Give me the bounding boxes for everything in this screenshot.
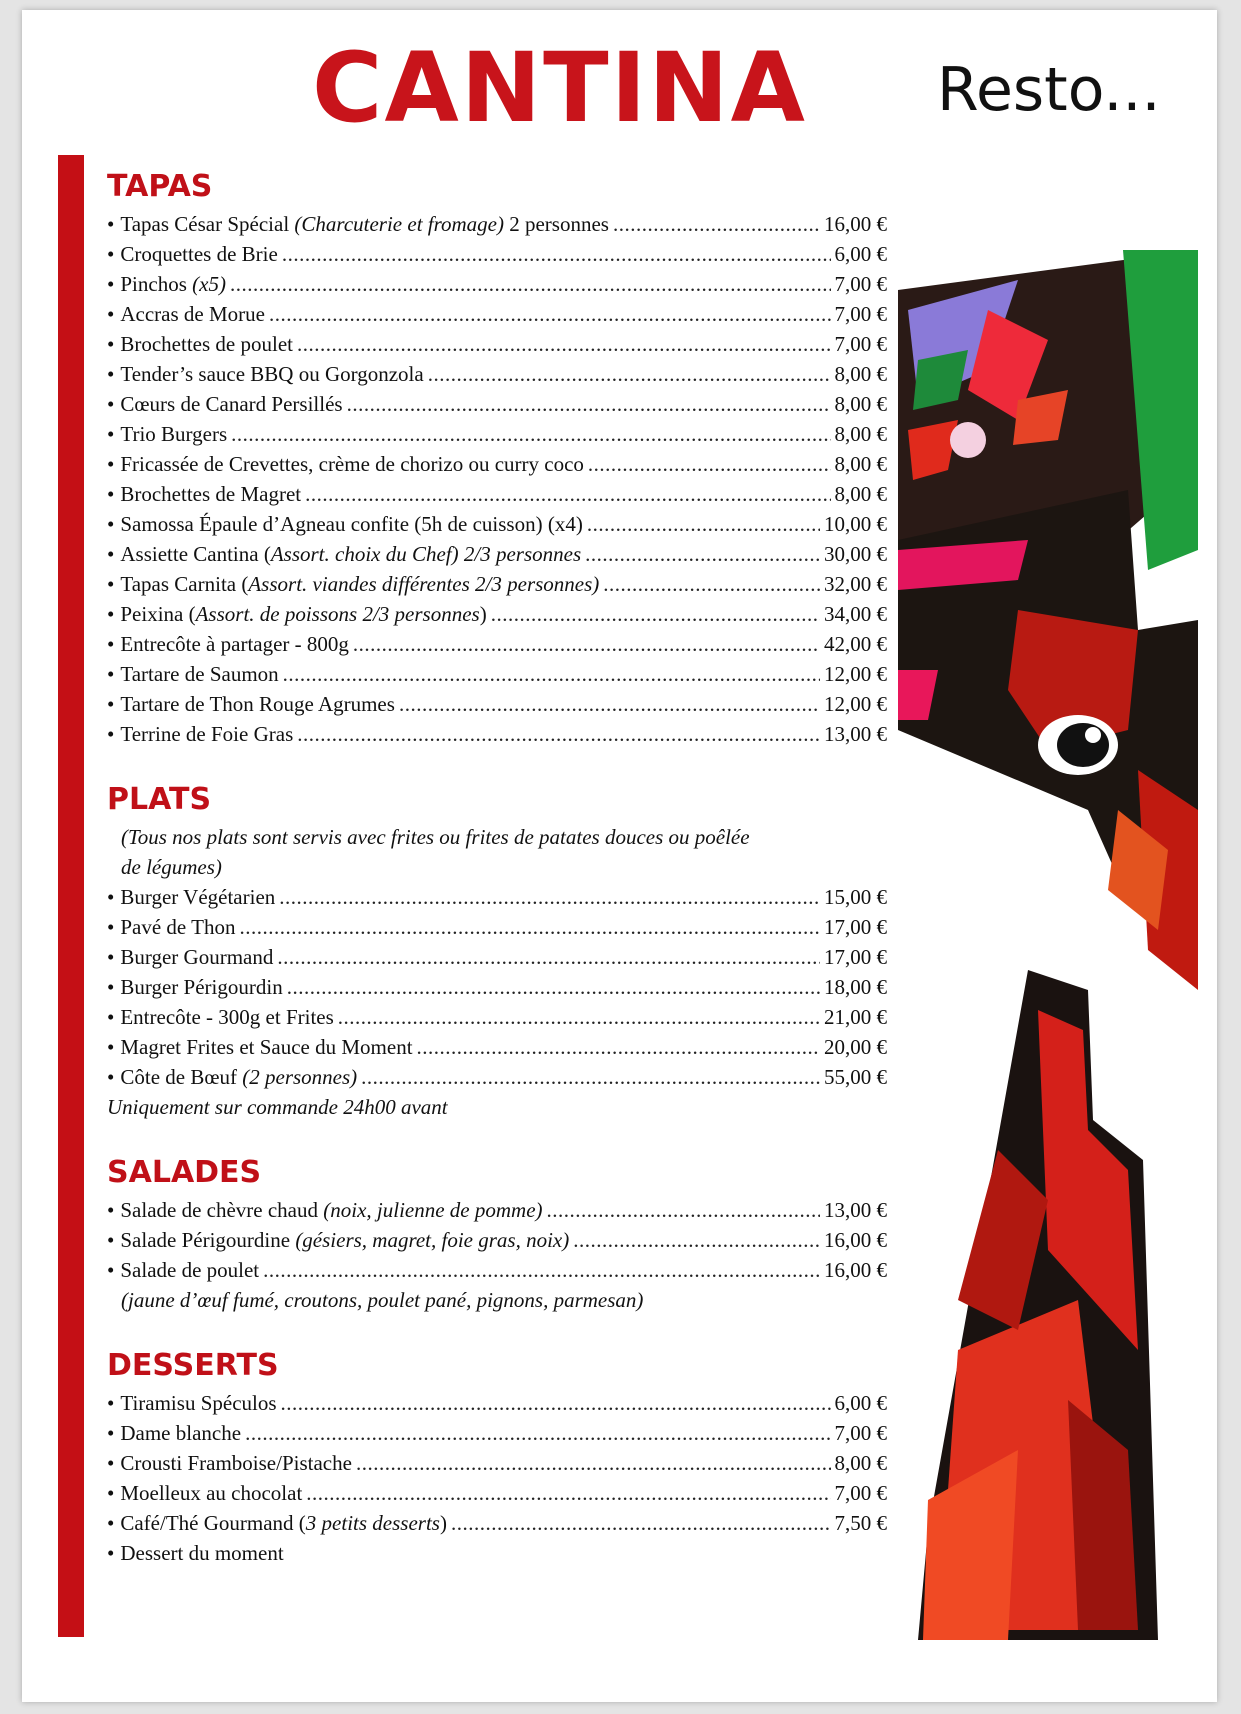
bullet-icon: •	[107, 1198, 115, 1222]
menu-item-name	[120, 1255, 259, 1285]
menu-item	[107, 389, 887, 419]
menu-item-name	[120, 1032, 412, 1062]
menu-item	[107, 419, 887, 449]
bullet-icon: •	[107, 572, 115, 596]
bullet-icon: •	[107, 1065, 115, 1089]
menu-item-name-text: Tartare de Saumon	[120, 662, 279, 686]
menu-item-detail: Assort. choix du Chef) 2/3 personnes	[270, 542, 582, 566]
menu-item-name-text: Trio Burgers	[120, 422, 228, 446]
section-note: (jaune d’œuf fumé, croutons, poulet pané, pignons, parmesan)	[121, 1288, 644, 1312]
menu-item	[107, 599, 887, 629]
menu-item-name-text: Peixina (	[120, 602, 196, 626]
dot-leader	[297, 719, 820, 749]
menu-item-name	[120, 449, 584, 479]
section-tapas	[107, 170, 887, 749]
menu-item-name-text: Pavé de Thon	[120, 915, 236, 939]
menu-item	[107, 1448, 887, 1478]
menu-item-name-text: Burger Gourmand	[120, 945, 274, 969]
menu-item-name-text: Assiette Cantina (	[120, 542, 271, 566]
menu-item	[107, 1418, 887, 1448]
menu-item-price: 42,00 €	[824, 632, 887, 656]
bullet-icon: •	[107, 692, 115, 716]
menu-item-price: 13,00 €	[824, 1198, 887, 1222]
menu-item-name	[120, 389, 342, 419]
bullet-icon: •	[107, 662, 115, 686]
bullet-icon: •	[107, 242, 115, 266]
menu-item-name-text: Crousti Framboise/Pistache	[120, 1451, 352, 1475]
bullet-icon: •	[107, 1258, 115, 1282]
menu-item-price: 30,00 €	[824, 542, 887, 566]
menu-item-price: 8,00 €	[834, 392, 887, 416]
menu-item	[107, 1002, 887, 1032]
dot-leader	[297, 329, 831, 359]
menu-item-name	[120, 299, 265, 329]
dot-leader	[281, 1388, 831, 1418]
bullet-icon: •	[107, 1511, 115, 1535]
menu-item-name-text: Brochettes de poulet	[120, 332, 293, 356]
menu-item-detail: Assort. de poissons 2/3 personnes	[195, 602, 480, 626]
dot-leader	[263, 1255, 820, 1285]
menu-item-suffix: )	[479, 602, 487, 626]
bullet-icon: •	[107, 1005, 115, 1029]
bullet-icon: •	[107, 272, 115, 296]
menu-item-price: 8,00 €	[834, 1451, 887, 1475]
dot-leader	[353, 629, 820, 659]
menu-item-name-text: Tapas Carnita (	[120, 572, 249, 596]
menu-item	[107, 1062, 887, 1092]
bullet-icon: •	[107, 1481, 115, 1505]
dot-leader	[399, 689, 820, 719]
menu-item-name	[120, 1478, 302, 1508]
menu-item-price: 8,00 €	[834, 422, 887, 446]
menu-item	[107, 1508, 887, 1538]
menu-item-price: 13,00 €	[824, 722, 887, 746]
menu-item-price: 17,00 €	[824, 945, 887, 969]
menu-item	[107, 719, 887, 749]
menu-item-suffix: 2 personnes	[503, 212, 609, 236]
dot-leader	[451, 1508, 831, 1538]
menu-item-list	[107, 882, 887, 1092]
menu-item-name	[120, 329, 293, 359]
menu-content	[107, 170, 887, 1602]
menu-item	[107, 509, 887, 539]
menu-item-name-text: Café/Thé Gourmand (	[120, 1511, 306, 1535]
menu-item-name-text: Tapas César Spécial	[120, 212, 295, 236]
logo-cantina: CANTINA	[312, 32, 807, 144]
menu-item	[107, 1225, 887, 1255]
menu-item-name	[120, 419, 227, 449]
bullet-icon: •	[107, 482, 115, 506]
dot-leader	[587, 509, 820, 539]
menu-item-name-text: Dessert du moment	[120, 1541, 284, 1565]
bullet-icon: •	[107, 945, 115, 969]
menu-item	[107, 689, 887, 719]
menu-item-name-text: Burger Périgourdin	[120, 975, 283, 999]
menu-item-name-text: Tender’s sauce BBQ ou Gorgonzola	[120, 362, 424, 386]
section-intro: de légumes)	[121, 855, 222, 879]
menu-item-price: 20,00 €	[824, 1035, 887, 1059]
menu-item-name-text: Croquettes de Brie	[120, 242, 278, 266]
menu-page	[22, 10, 1217, 1702]
menu-item	[107, 449, 887, 479]
bullet-icon: •	[107, 392, 115, 416]
menu-item-list	[107, 1195, 887, 1285]
menu-item	[107, 972, 887, 1002]
dot-leader	[282, 239, 831, 269]
menu-item-price: 55,00 €	[824, 1065, 887, 1089]
bullet-icon: •	[107, 362, 115, 386]
bullet-icon: •	[107, 1541, 115, 1565]
menu-item-price: 21,00 €	[824, 1005, 887, 1029]
menu-item-name	[120, 239, 277, 269]
menu-item-name	[120, 209, 609, 239]
menu-item-name	[120, 269, 226, 299]
menu-item-price: 16,00 €	[824, 1228, 887, 1252]
menu-item-detail: 3 petits desserts	[305, 1511, 440, 1535]
menu-item-price: 34,00 €	[824, 602, 887, 626]
bullet-icon: •	[107, 722, 115, 746]
menu-item-price: 18,00 €	[824, 975, 887, 999]
menu-item-name	[120, 359, 423, 389]
bullet-icon: •	[107, 542, 115, 566]
menu-item-price: 7,00 €	[834, 1421, 887, 1445]
dot-leader	[361, 1062, 820, 1092]
menu-item-name	[120, 719, 293, 749]
dot-leader	[279, 882, 820, 912]
menu-item-detail: (gésiers, magret, foie gras, noix)	[295, 1228, 570, 1252]
menu-item-price: 12,00 €	[824, 662, 887, 686]
menu-item-name-text: Entrecôte - 300g et Frites	[120, 1005, 334, 1029]
dot-leader	[283, 659, 820, 689]
dot-leader	[277, 942, 820, 972]
menu-item-name	[120, 1002, 333, 1032]
menu-item-name-text: Tartare de Thon Rouge Agrumes	[120, 692, 395, 716]
menu-item-price: 15,00 €	[824, 885, 887, 909]
bullet-icon: •	[107, 602, 115, 626]
menu-item	[107, 569, 887, 599]
menu-item-price: 6,00 €	[834, 242, 887, 266]
menu-item-name	[120, 509, 582, 539]
menu-item-name-text: Entrecôte à partager - 800g	[120, 632, 349, 656]
menu-item-name-text: Dame blanche	[120, 1421, 242, 1445]
menu-item-name-text: Cœurs de Canard Persillés	[120, 392, 343, 416]
menu-item-price: 12,00 €	[824, 692, 887, 716]
menu-item-name-text: Burger Végétarien	[120, 885, 276, 909]
menu-item-name-text: Pinchos	[120, 272, 193, 296]
menu-item	[107, 882, 887, 912]
menu-item-price: 10,00 €	[824, 512, 887, 536]
menu-item-detail: (2 personnes)	[242, 1065, 358, 1089]
menu-item-price: 7,00 €	[834, 332, 887, 356]
dot-leader	[269, 299, 831, 329]
bullet-icon: •	[107, 302, 115, 326]
menu-item-list	[107, 209, 887, 749]
menu-item	[107, 329, 887, 359]
bullet-icon: •	[107, 632, 115, 656]
section-plats	[107, 783, 887, 1122]
bullet-icon: •	[107, 1421, 115, 1445]
menu-item-name	[120, 912, 235, 942]
menu-item-name	[120, 942, 273, 972]
menu-item-price: 8,00 €	[834, 362, 887, 386]
menu-item-name-text: Salade de poulet	[120, 1258, 260, 1282]
menu-item-name-text: Samossa Épaule d’Agneau confite (5h de cuisson) (x4)	[120, 512, 583, 536]
menu-item-name-text: Tiramisu Spéculos	[120, 1391, 277, 1415]
menu-item	[107, 299, 887, 329]
menu-item	[107, 269, 887, 299]
bullet-icon: •	[107, 422, 115, 446]
section-note: Uniquement sur commande 24h00 avant	[107, 1095, 448, 1119]
menu-item	[107, 942, 887, 972]
menu-item-price: 7,00 €	[834, 302, 887, 326]
menu-item-name	[120, 882, 275, 912]
menu-item-price: 16,00 €	[824, 212, 887, 236]
dot-leader	[417, 1032, 820, 1062]
menu-item-price: 7,00 €	[834, 1481, 887, 1505]
menu-item-name	[120, 629, 349, 659]
menu-item-name	[120, 1062, 357, 1092]
menu-item-name	[120, 1388, 276, 1418]
dot-leader	[305, 479, 830, 509]
menu-item	[107, 912, 887, 942]
menu-item-price: 8,00 €	[834, 452, 887, 476]
menu-item-name	[120, 599, 486, 629]
section-salades	[107, 1156, 887, 1315]
dot-leader	[585, 539, 820, 569]
menu-item	[107, 1032, 887, 1062]
menu-item-price: 6,00 €	[834, 1391, 887, 1415]
menu-item	[107, 359, 887, 389]
menu-item-name	[120, 479, 301, 509]
menu-item-name	[120, 1448, 352, 1478]
menu-item-price: 7,00 €	[834, 272, 887, 296]
menu-item-name-text: Moelleux au chocolat	[120, 1481, 303, 1505]
dot-leader	[245, 1418, 830, 1448]
dot-leader	[603, 569, 820, 599]
bullet-icon: •	[107, 512, 115, 536]
menu-item-name-text: Magret Frites et Sauce du Moment	[120, 1035, 413, 1059]
menu-item	[107, 539, 887, 569]
menu-item	[107, 239, 887, 269]
menu-item-suffix: )	[439, 1511, 447, 1535]
bullet-icon: •	[107, 212, 115, 236]
menu-item-name	[120, 1225, 569, 1255]
menu-item-name-text: Salade Périgourdine	[120, 1228, 296, 1252]
red-side-bar	[58, 155, 84, 1637]
menu-item-list	[107, 1388, 887, 1568]
bullet-icon: •	[107, 332, 115, 356]
menu-item-price: 8,00 €	[834, 482, 887, 506]
menu-item-name-text: Terrine de Foie Gras	[120, 722, 294, 746]
menu-item	[107, 479, 887, 509]
menu-item-detail: (Charcuterie et fromage)	[294, 212, 504, 236]
menu-item-price: 7,50 €	[834, 1511, 887, 1535]
menu-item-name-text: Brochettes de Magret	[120, 482, 302, 506]
menu-item	[107, 1478, 887, 1508]
section-title: SALADES	[107, 1155, 262, 1190]
bullet-icon: •	[107, 1391, 115, 1415]
menu-item-name	[120, 569, 599, 599]
menu-item	[107, 1388, 887, 1418]
dot-leader	[306, 1478, 830, 1508]
dot-leader	[613, 209, 820, 239]
section-intro: (Tous nos plats sont servis avec frites ou frites de patates douces ou poêlée	[121, 825, 750, 849]
bullet-icon: •	[107, 1451, 115, 1475]
dot-leader	[356, 1448, 831, 1478]
menu-item-name	[120, 1195, 542, 1225]
dot-leader	[547, 1195, 820, 1225]
section-desserts	[107, 1349, 887, 1568]
menu-item	[107, 1538, 887, 1568]
bullet-icon: •	[107, 1035, 115, 1059]
menu-item-price: 17,00 €	[824, 915, 887, 939]
menu-item-price: 32,00 €	[824, 572, 887, 596]
menu-item-name-text: Côte de Bœuf	[120, 1065, 243, 1089]
menu-item-detail: (noix, julienne de pomme)	[323, 1198, 543, 1222]
dot-leader	[428, 359, 831, 389]
bullet-icon: •	[107, 885, 115, 909]
dot-leader	[338, 1002, 820, 1032]
menu-item	[107, 1255, 887, 1285]
bullet-icon: •	[107, 452, 115, 476]
menu-item-name	[120, 1418, 241, 1448]
menu-item-name-text: Fricassée de Crevettes, crème de chorizo ou curry coco	[120, 452, 584, 476]
section-title: DESSERTS	[107, 1348, 279, 1383]
dot-leader	[231, 419, 830, 449]
menu-item-name	[120, 659, 278, 689]
dot-leader	[491, 599, 820, 629]
section-title: PLATS	[107, 782, 212, 817]
menu-item-detail: Assort. viandes différentes 2/3 personnes)	[248, 572, 600, 596]
bullet-icon: •	[107, 1228, 115, 1252]
menu-item-price: 16,00 €	[824, 1258, 887, 1282]
menu-item-name	[120, 1538, 283, 1568]
menu-item	[107, 1195, 887, 1225]
dot-leader	[573, 1225, 820, 1255]
subtitle-resto: Resto...	[937, 55, 1161, 125]
menu-item-name-text: Salade de chèvre chaud	[120, 1198, 324, 1222]
menu-item-name	[120, 1508, 447, 1538]
dot-leader	[287, 972, 820, 1002]
bullet-icon: •	[107, 915, 115, 939]
bullet-icon: •	[107, 975, 115, 999]
menu-item-detail: (x5)	[192, 272, 226, 296]
abstract-painting	[898, 250, 1198, 1650]
menu-item-name	[120, 689, 395, 719]
dot-leader	[239, 912, 820, 942]
menu-item-name-text: Accras de Morue	[120, 302, 265, 326]
menu-item-name	[120, 539, 581, 569]
section-title: TAPAS	[107, 169, 213, 204]
dot-leader	[230, 269, 831, 299]
dot-leader	[347, 389, 831, 419]
menu-item	[107, 659, 887, 689]
menu-item	[107, 209, 887, 239]
dot-leader	[588, 449, 831, 479]
menu-item-name	[120, 972, 282, 1002]
menu-item	[107, 629, 887, 659]
